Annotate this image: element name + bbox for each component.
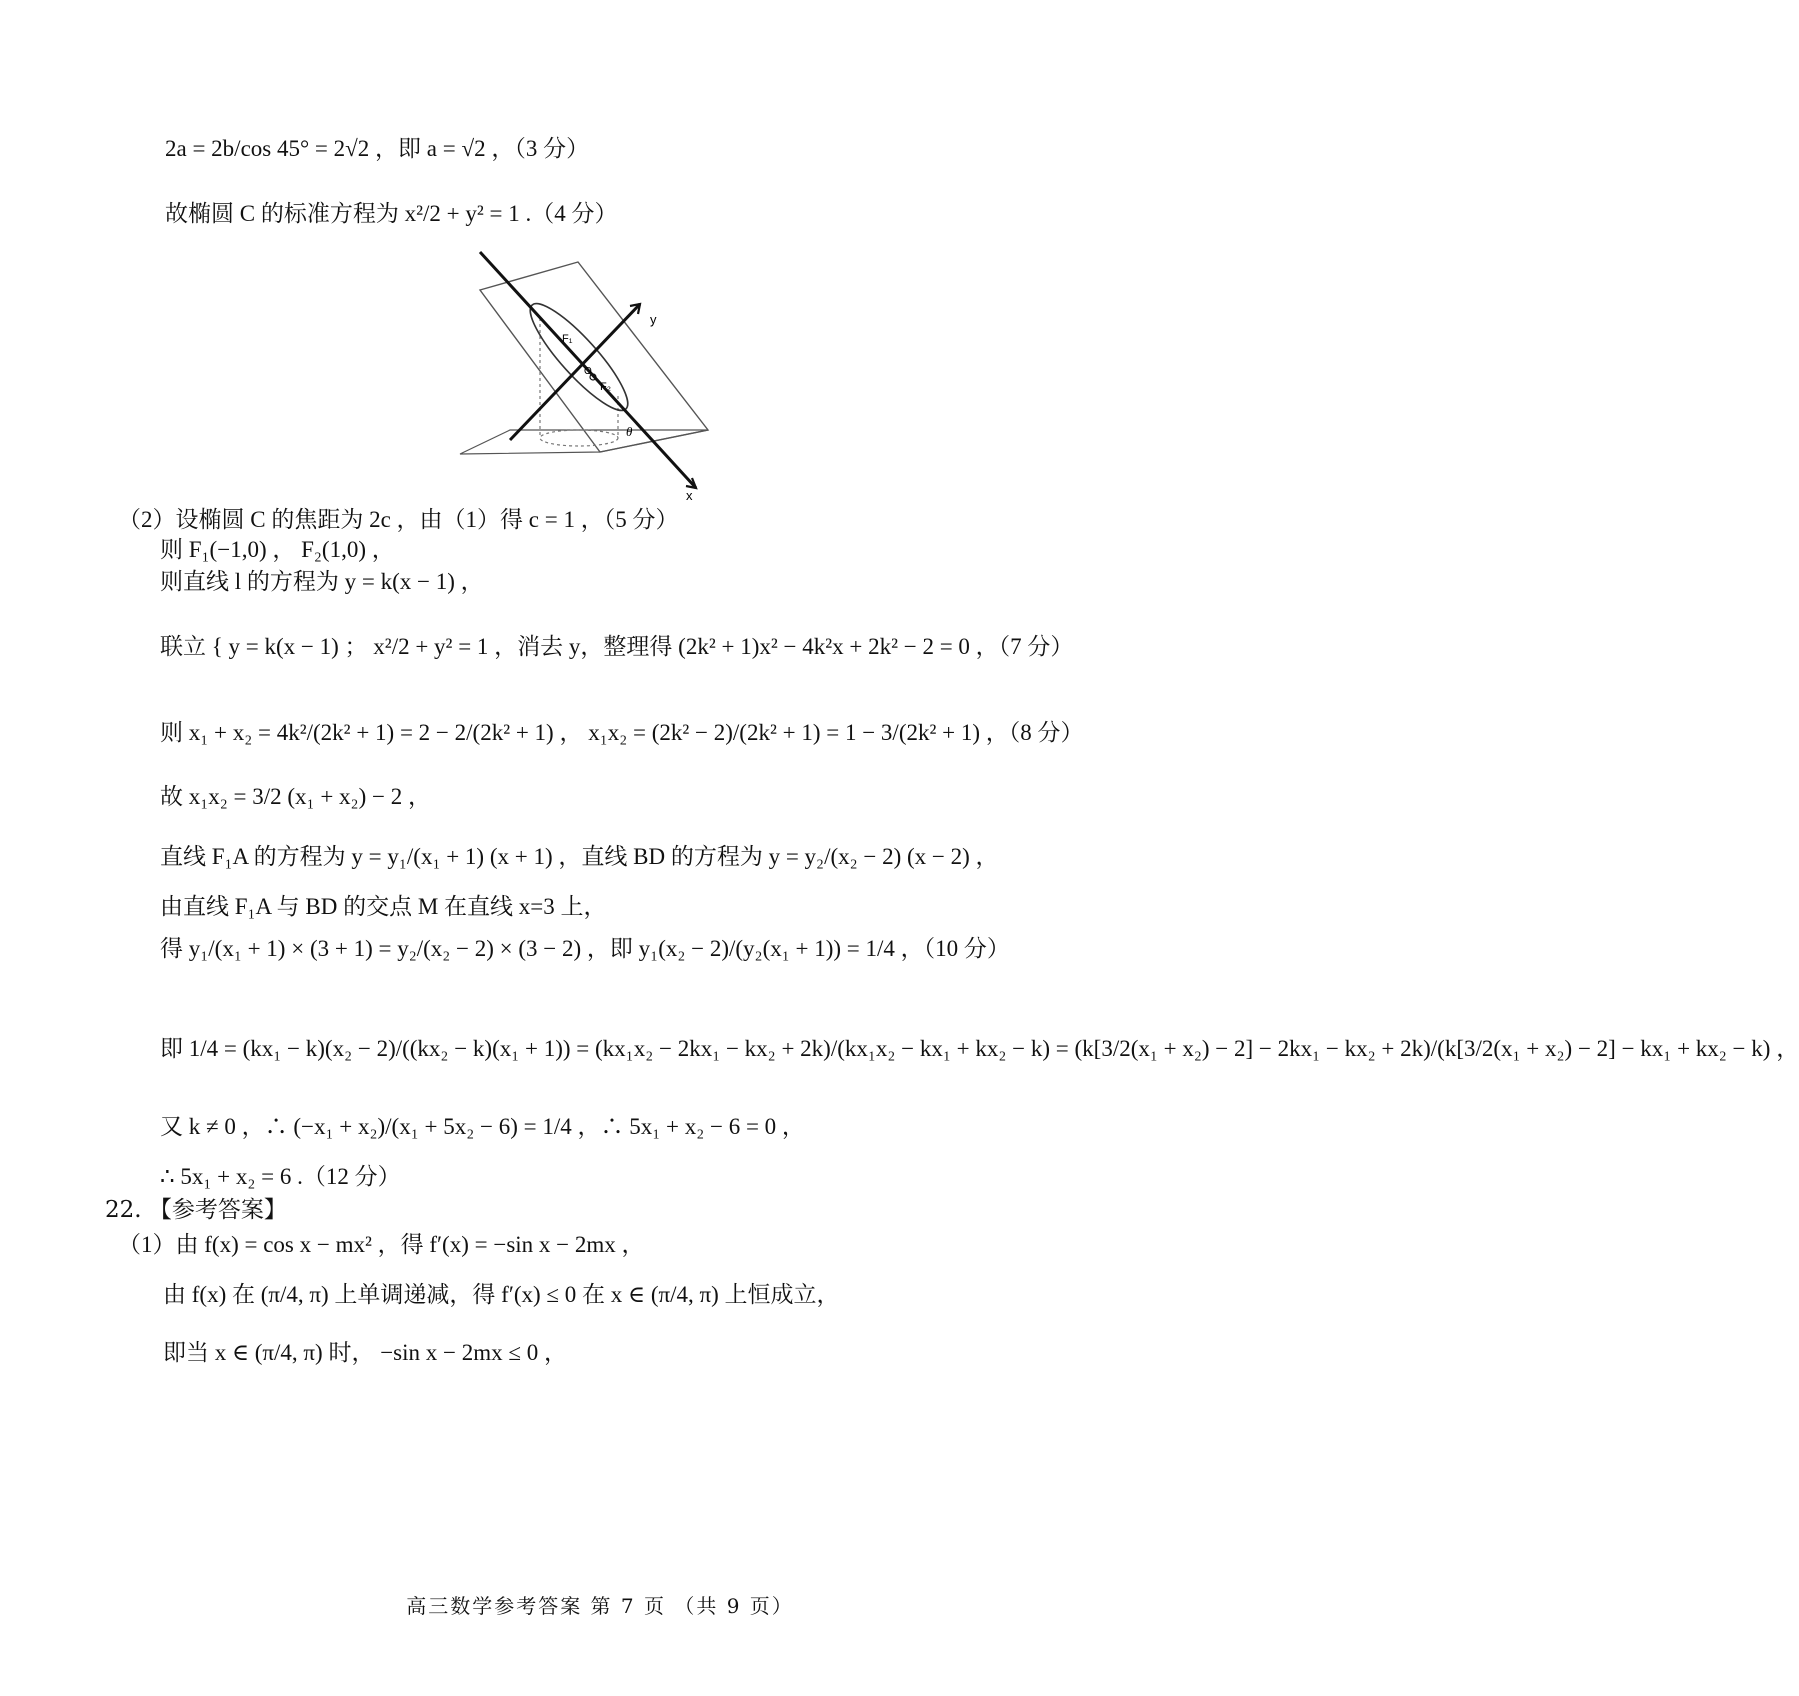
figure-cylinder-base xyxy=(540,430,618,446)
line-22-part1-derivative: （1）由 f(x) = cos x − mx² ，得 f′(x) = −sin x − 2mx ， xyxy=(118,1232,645,1257)
line-x1x2-relation: 故 x₁x₂ = 3/2 (x₁ + x₂) − 2 ， xyxy=(160,784,431,809)
figure-label-o: O xyxy=(584,366,592,377)
line-foci-coordinates: 则 F₁(−1,0) ， F₂(1,0) ， xyxy=(160,537,395,562)
line-ellipse-standard-equation: 故椭圆 C 的标准方程为 x²/2 + y² = 1 .（4 分） xyxy=(165,201,618,226)
figure-y-axis xyxy=(510,304,640,440)
line-final-result: ∴ 5x₁ + x₂ = 6 .（12 分） xyxy=(160,1164,401,1189)
line-f1a-bd-equations: 直线 F₁A 的方程为 y = y₁/(x₁ + 1) (x + 1) ，直线 BD 的方程为 y = y₂/(x₂ − 2) (x − 2) ， xyxy=(160,844,999,869)
line-2a-equation: 2a = 2b/cos 45° = 2√2 ，即 a = √2 ，（3 分） xyxy=(165,136,590,161)
line-intersection-m: 由直线 F₁A 与 BD 的交点 M 在直线 x=3 上， xyxy=(160,894,607,919)
line-ratio-equation: 得 y₁/(x₁ + 1) × (3 + 1) = y₂/(x₂ − 2) × (3 − 2) ，即 y₁(x₂ − 2)/(y₂(x₁ + 1)) = 1/4 ，（10 分） xyxy=(160,936,1010,961)
figure-label-f2: F₂ xyxy=(600,381,611,393)
line-decreasing-condition: 由 f(x) 在 (π/4, π) 上单调递减，得 f′(x) ≤ 0 在 x ∈ (π/4, π) 上恒成立， xyxy=(163,1282,840,1307)
question-22-heading: 22. 【参考答案】 xyxy=(105,1197,287,1223)
line-line-l-equation: 则直线 l 的方程为 y = k(x − 1) ， xyxy=(160,569,484,594)
figure-label-x: x xyxy=(686,488,693,503)
figure-plane-base xyxy=(460,430,708,454)
ellipse-cylinder-figure xyxy=(480,262,720,502)
line-system-substitution: 联立 { y = k(x − 1) ； x²/2 + y² = 1 ，消去 y，整理得 (2k² + 1)x² − 4k²x + 2k² − 2 = 0 ，（7 分） xyxy=(160,634,1074,659)
line-k-nonzero: 又 k ≠ 0 ，∴ (−x₁ + x₂)/(x₁ + 5x₂ − 6) = 1/4 ，∴ 5x₁ + x₂ − 6 = 0 ， xyxy=(160,1114,805,1139)
page-footer: 高三数学参考答案 第 7 页 （共 9 页） xyxy=(406,1594,794,1618)
figure-label-y: y xyxy=(650,312,657,327)
line-quarter-expansion: 即 1/4 = (kx₁ − k)(x₂ − 2)/((kx₂ − k)(x₁ + 1)) = (kx₁x₂ − 2kx₁ − kx₂ + 2k)/(kx₁x₂ − kx₁ + kx₂ − k) = (k[3/2(x₁ + x₂) − 2] − 2kx₁ − kx₂ + 2k)/(k[3/2(x₁ + x₂) − 2] − kx₁ + kx₂ − k) ， xyxy=(160,1036,1799,1061)
line-inequality: 即当 x ∈ (π/4, π) 时， −sin x − 2mx ≤ 0 ， xyxy=(163,1340,568,1365)
figure-label-f1: F₁ xyxy=(562,333,573,345)
line-part2-focal-distance: （2）设椭圆 C 的焦距为 2c ，由（1）得 c = 1 ，（5 分） xyxy=(118,507,679,532)
figure-label-theta: θ xyxy=(626,424,633,439)
line-vieta-formulas: 则 x₁ + x₂ = 4k²/(2k² + 1) = 2 − 2/(2k² + 1) ， x₁x₂ = (2k² − 2)/(2k² + 1) = 1 − 3/(2k² + 1) ，（8 分） xyxy=(160,720,1084,745)
